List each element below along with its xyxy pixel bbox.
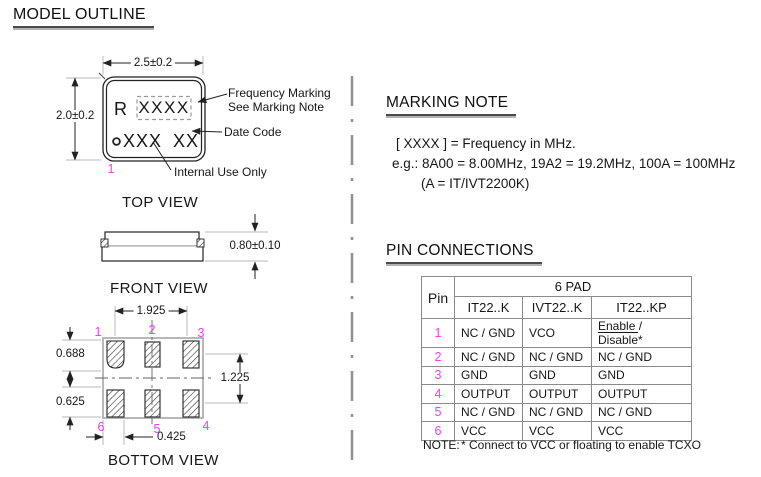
pin-number-cell: 6 [422, 422, 455, 441]
callout-frequency-marking-line1: Frequency Marking [228, 86, 331, 100]
pad-number-3: 3 [197, 326, 205, 340]
top-view-caption: TOP VIEW [122, 194, 198, 211]
pin-number-cell: 1 [422, 319, 455, 348]
bottom-pad-span-dimension: 1.925 [134, 305, 169, 317]
marking-frequency-placeholder: XXXX [138, 98, 190, 117]
pin-function-cell: NC / GND [592, 403, 692, 422]
marking-note-line3: (A = IT/IVT2200K) [421, 176, 530, 191]
pin-function-cell: VCC [523, 422, 592, 441]
pin-function-cell: NC / GND [523, 348, 592, 367]
page-title: MODEL OUTLINE [13, 6, 154, 28]
marking-note-title: MARKING NOTE [386, 94, 516, 116]
pin-function-cell: GND [592, 366, 692, 385]
pin-function-cell: VCO [523, 319, 592, 348]
pin-function-cell: VCC [455, 422, 523, 441]
front-height-dimension: 0.80±0.10 [226, 240, 283, 252]
pin-function-cell: NC / GND [455, 403, 523, 422]
callout-frequency-marking-line2: See Marking Note [228, 100, 325, 114]
pad-number-2: 2 [148, 323, 156, 337]
model-column-header: IT22..KP [592, 297, 692, 319]
pin-function-cell: NC / GND [592, 348, 692, 367]
pin-column-header: Pin [422, 277, 455, 319]
callout-internal-use: Internal Use Only [174, 165, 267, 179]
pad-number-6: 6 [97, 420, 105, 434]
table-row [422, 348, 692, 367]
table-row [422, 403, 692, 422]
pin-connections-table [421, 276, 692, 441]
pin-function-cell: NC / GND [523, 403, 592, 422]
note-label: NOTE: [423, 438, 460, 452]
pin-function-cell: OUTPUT [455, 385, 523, 404]
marking-note-line2: e.g.: 8A00 = 8.00MHz, 19A2 = 19.2MHz, 100A = 100MHz [392, 156, 736, 171]
model-column-header: IVT22..K [523, 297, 592, 319]
bottom-row-span-dimension: 1.225 [218, 372, 253, 384]
table-row [422, 366, 692, 385]
model-column-header: IT22..K [455, 297, 523, 319]
top-height-dimension: 2.0±0.2 [53, 110, 97, 122]
table-row [422, 385, 692, 404]
pad-group-header: 6 PAD [455, 277, 692, 297]
callout-date-code: Date Code [224, 125, 282, 139]
bottom-pad-offset-dimension: 0.425 [157, 431, 186, 443]
front-view-caption: FRONT VIEW [110, 280, 208, 297]
note-text: * Connect to VCC or floating to enable TCXO [461, 438, 701, 452]
pin-connections-title: PIN CONNECTIONS [386, 242, 542, 264]
pin-number-cell: 5 [422, 403, 455, 422]
pin-function-cell: GND [455, 366, 523, 385]
pin-table-body [422, 319, 692, 441]
pin-function-cell: OUTPUT [592, 385, 692, 404]
pin-number-cell: 4 [422, 385, 455, 404]
marking-datecode-placeholder: XXX XX [123, 131, 200, 151]
pin-function-cell: NC / GND [455, 319, 523, 348]
bottom-upper-left-dimension: 0.688 [56, 348, 85, 360]
pin-function-cell: GND [523, 366, 592, 385]
pin-number-cell: 3 [422, 366, 455, 385]
marking-prefix: R [114, 99, 127, 119]
table-row [422, 319, 692, 348]
top-view-pin1-label: 1 [107, 162, 115, 176]
pin-number-cell: 2 [422, 348, 455, 367]
top-width-dimension: 2.5±0.2 [131, 57, 175, 69]
bottom-view-caption: BOTTOM VIEW [108, 452, 219, 469]
bottom-lower-left-dimension: 0.625 [56, 396, 85, 408]
pin-function-cell: Enable / Disable* [592, 319, 692, 348]
marking-note-line1: [ XXXX ] = Frequency in MHz. [396, 136, 576, 151]
pad-number-5: 5 [153, 422, 161, 436]
pad-number-1: 1 [94, 325, 102, 339]
pin-function-cell: OUTPUT [523, 385, 592, 404]
pad-number-4: 4 [202, 419, 210, 433]
pin-function-cell: NC / GND [455, 348, 523, 367]
pin-function-cell: VCC [592, 422, 692, 441]
